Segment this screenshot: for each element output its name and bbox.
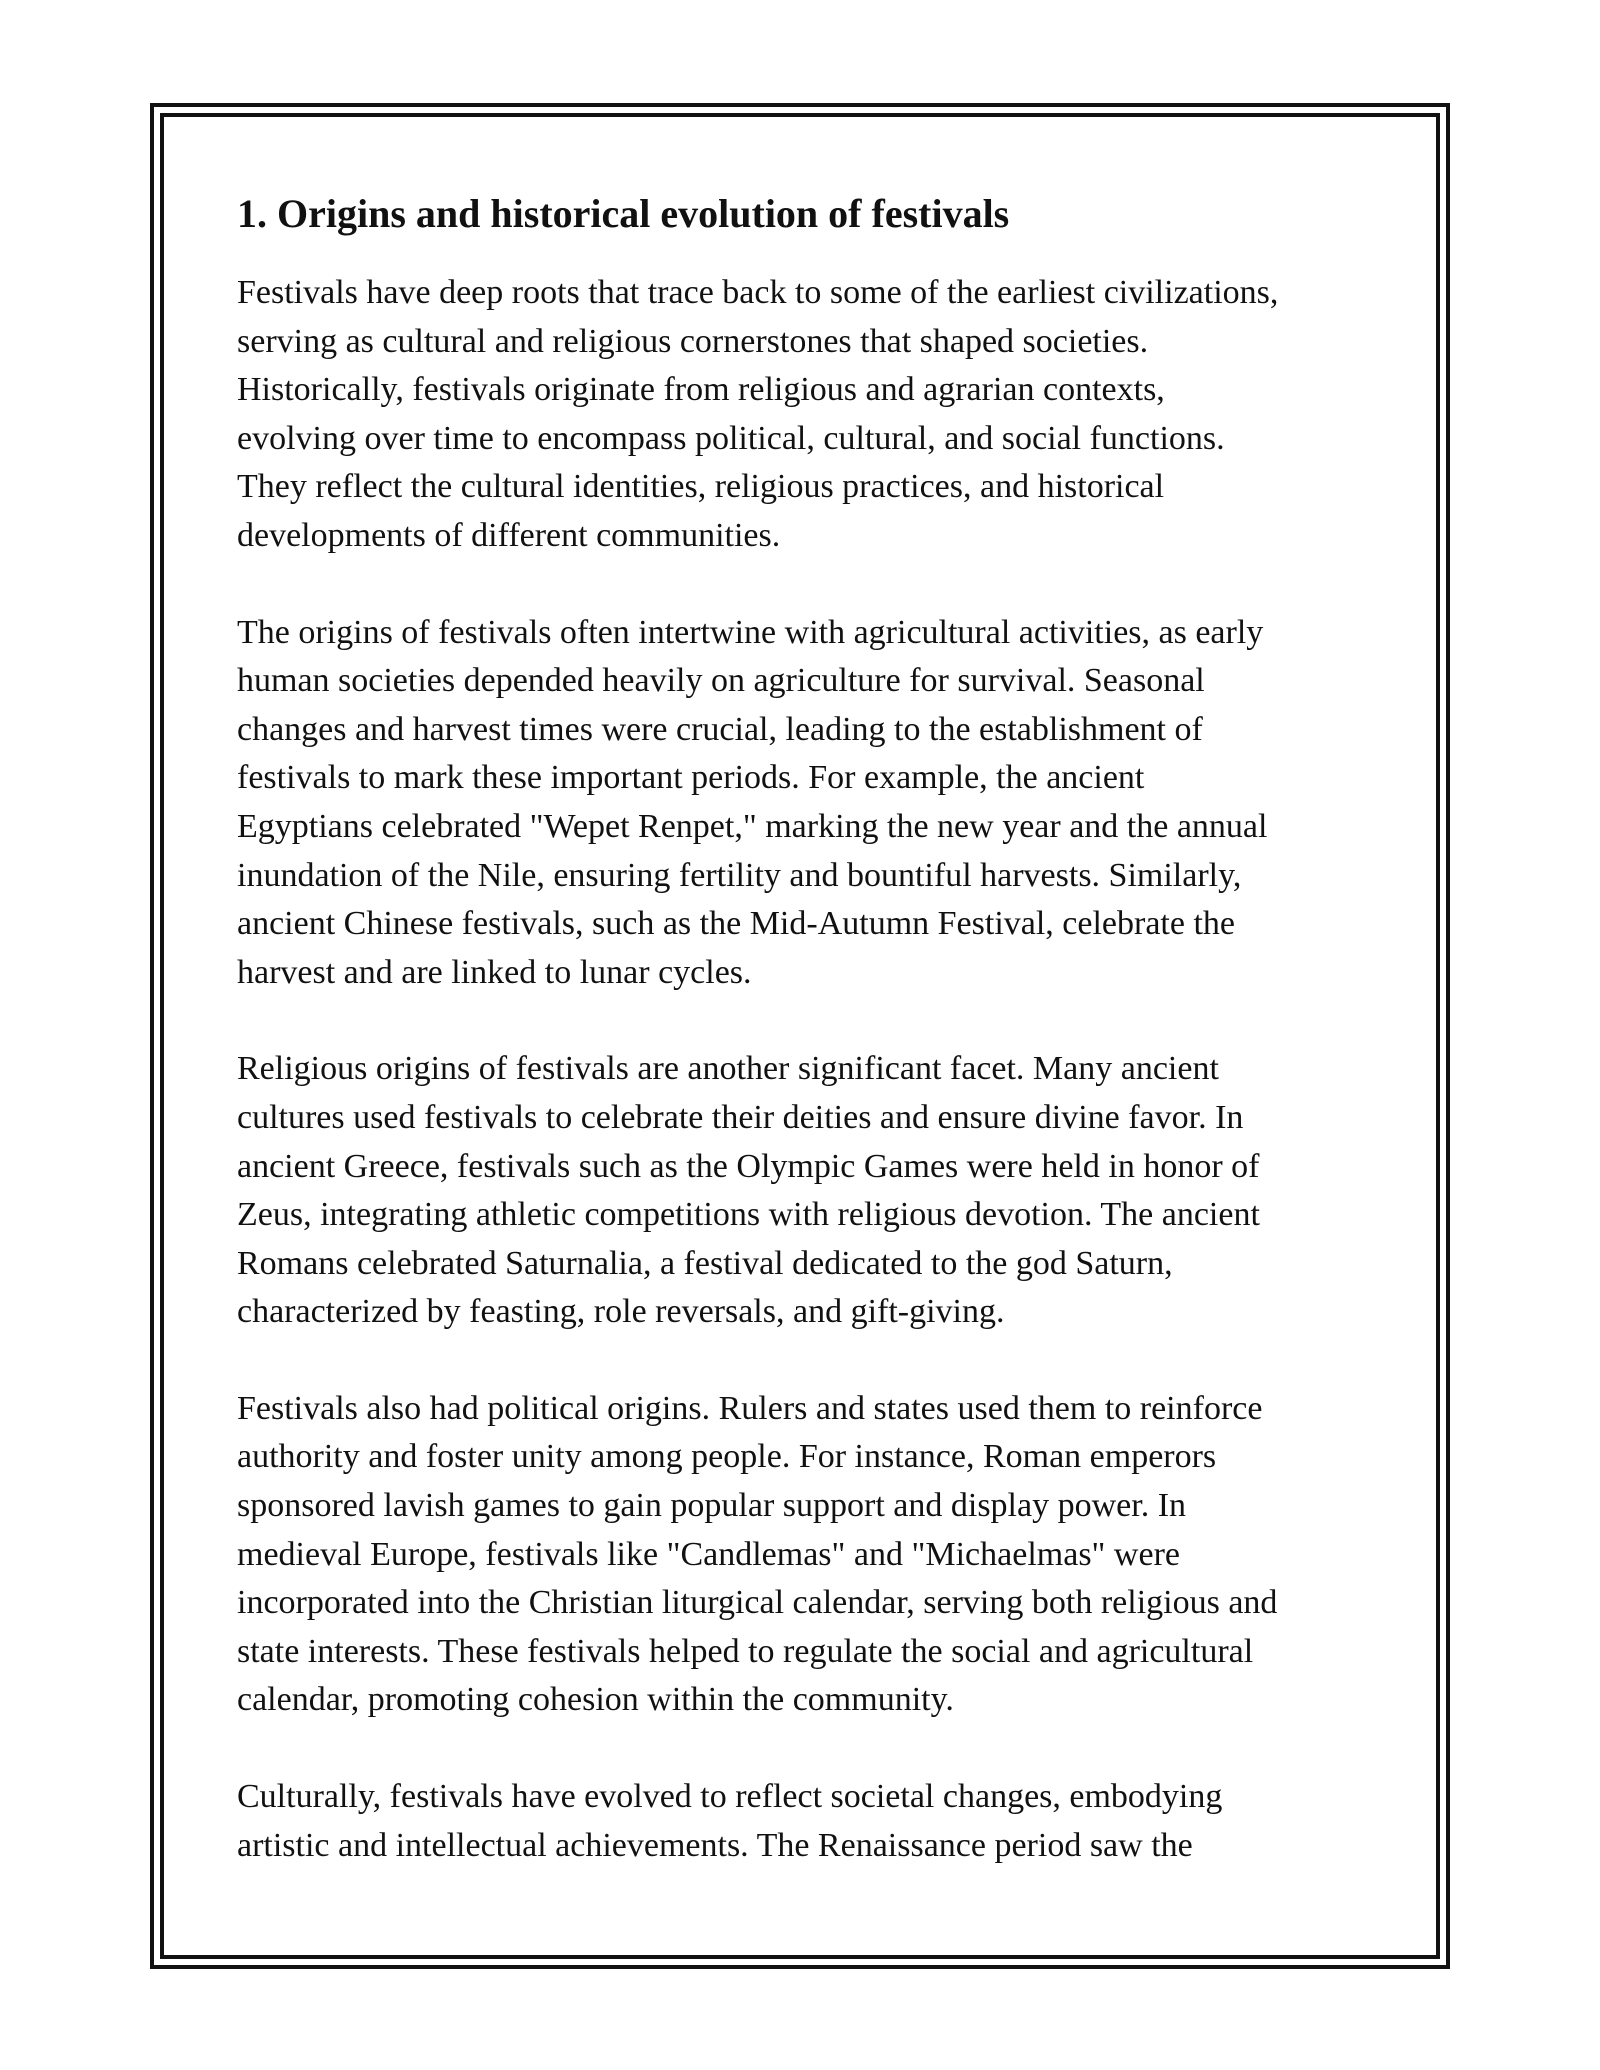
text-line: changes and harvest times were crucial, leading to the establishment of — [237, 710, 1203, 748]
text-line: Festivals also had political origins. Rulers and states used them to reinforce — [237, 1389, 1263, 1427]
paragraph-2 — [237, 609, 1397, 998]
text-line: Festivals have deep roots that trace back to some of the earliest civilizations, — [237, 274, 1279, 311]
text-line: incorporated into the Christian liturgical calendar, serving both religious and — [237, 1584, 1278, 1622]
paragraph-3 — [237, 1045, 1397, 1337]
document-content — [237, 185, 1397, 1918]
text-line: The origins of festivals often intertwine with agricultural activities, as early — [237, 613, 1264, 651]
text-line: Zeus, integrating athletic competitions with religious devotion. The ancient — [237, 1196, 1260, 1234]
text-line: human societies depended heavily on agriculture for survival. Seasonal — [237, 662, 1205, 700]
text-line: cultures used festivals to celebrate their deities and ensure divine favor. In — [237, 1098, 1244, 1136]
paragraph-4 — [237, 1385, 1397, 1725]
text-line: characterized by feasting, role reversals, and gift-giving. — [237, 1293, 1005, 1331]
text-line: authority and foster unity among people. For instance, Roman emperors — [237, 1438, 1217, 1476]
paragraph-1 — [237, 269, 1397, 561]
text-line: medieval Europe, festivals like "Candlemas" and "Michaelmas" were — [237, 1535, 1180, 1573]
text-line: inundation of the Nile, ensuring fertility and bountiful harvests. Similarly, — [237, 856, 1242, 894]
paragraph-5 — [237, 1773, 1397, 1870]
text-line: sponsored lavish games to gain popular support and display power. In — [237, 1487, 1187, 1525]
text-line: developments of different communities. — [237, 516, 781, 554]
text-line: calendar, promoting cohesion within the community. — [237, 1681, 954, 1719]
text-line: state interests. These festivals helped to regulate the social and agricultural — [237, 1632, 1254, 1670]
text-line: artistic and intellectual achievements. The Renaissance period saw the — [237, 1826, 1193, 1864]
text-line: harvest and are linked to lunar cycles. — [237, 953, 752, 991]
text-line: Romans celebrated Saturnalia, a festival dedicated to the god Saturn, — [237, 1244, 1173, 1282]
text-line: serving as cultural and religious cornerstones that shaped societies. — [237, 322, 1149, 360]
text-line: festivals to mark these important periods. For example, the ancient — [237, 759, 1145, 797]
section-title: 1. Origins and historical evolution of festivals — [237, 191, 1010, 236]
text-line: Egyptians celebrated "Wepet Renpet," marking the new year and the annual — [237, 807, 1268, 845]
text-line: Historically, festivals originate from religious and agrarian contexts, — [237, 371, 1165, 409]
text-line: They reflect the cultural identities, religious practices, and historical — [237, 468, 1165, 506]
text-line: evolving over time to encompass political, cultural, and social functions. — [237, 419, 1225, 457]
text-line: ancient Greece, festivals such as the Olympic Games were held in honor of — [237, 1147, 1260, 1185]
text-line: Culturally, festivals have evolved to reflect societal changes, embodying — [237, 1778, 1223, 1816]
text-line: Religious origins of festivals are another significant facet. Many ancient — [237, 1050, 1219, 1088]
text-line: ancient Chinese festivals, such as the Mid-Autumn Festival, celebrate the — [237, 905, 1236, 943]
